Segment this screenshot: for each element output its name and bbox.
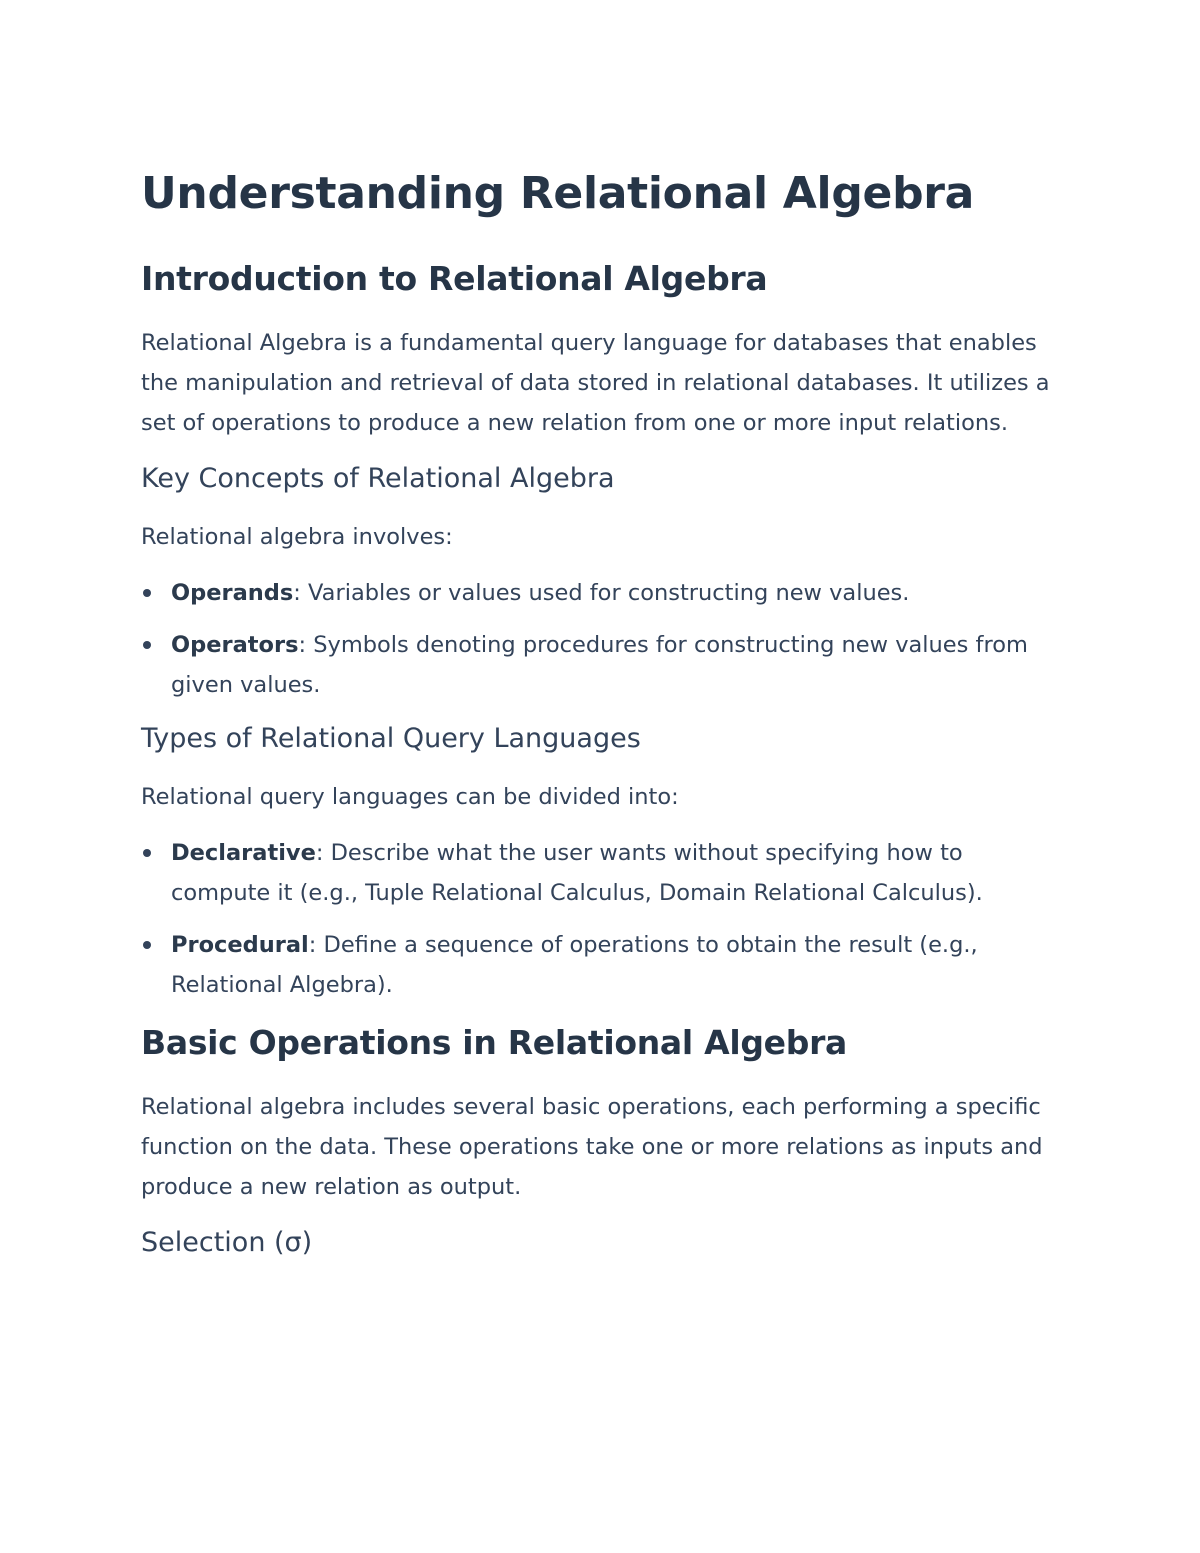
list-item: [141, 925, 1056, 1005]
list-item-text: : Variables or values used for constructing new values.: [293, 580, 910, 606]
document-page: [141, 165, 1056, 1281]
basic-ops-paragraph: Relational algebra includes several basic operations, each performing a specific function on the data. These operations take one or more relations as inputs and produce a new relation as output.: [141, 1094, 1043, 1200]
bullet-icon: [143, 641, 151, 649]
list-item-term: Operands: [171, 580, 294, 606]
key-concepts-heading: Key Concepts of Relational Algebra: [141, 463, 615, 494]
query-types-heading: Types of Relational Query Languages: [141, 723, 641, 754]
intro-heading: Introduction to Relational Algebra: [141, 259, 768, 298]
document-title: Understanding Relational Algebra: [141, 168, 975, 219]
bullet-icon: [143, 849, 151, 857]
list-item-text: : Symbols denoting procedures for constructing new values from given values.: [171, 632, 1028, 698]
list-item-text: : Describe what the user wants without specifying how to compute it (e.g., Tuple Relational Calculus, Domain Relational Calculus).: [171, 840, 983, 906]
query-types-lead: Relational query languages can be divided into:: [141, 784, 679, 810]
list-item-text: : Define a sequence of operations to obtain the result (e.g., Relational Algebra).: [171, 932, 978, 998]
bullet-icon: [143, 589, 151, 597]
list-item-term: Declarative: [171, 840, 316, 866]
list-item-term: Procedural: [171, 932, 309, 958]
bullet-icon: [143, 941, 151, 949]
selection-heading: Selection (σ): [141, 1227, 313, 1258]
key-concepts-lead: Relational algebra involves:: [141, 524, 453, 550]
list-item: [141, 625, 1056, 705]
list-item: [141, 833, 1056, 913]
intro-paragraph: Relational Algebra is a fundamental query language for databases that enables the manipulation and retrieval of data stored in relational databases. It utilizes a set of operations to produce a new relation from one or more input relations.: [141, 330, 1050, 436]
list-item: [141, 573, 1056, 613]
list-item-term: Operators: [171, 632, 299, 658]
basic-ops-heading: Basic Operations in Relational Algebra: [141, 1023, 848, 1062]
key-concepts-list: [141, 573, 1056, 705]
query-types-list: [141, 833, 1056, 1005]
